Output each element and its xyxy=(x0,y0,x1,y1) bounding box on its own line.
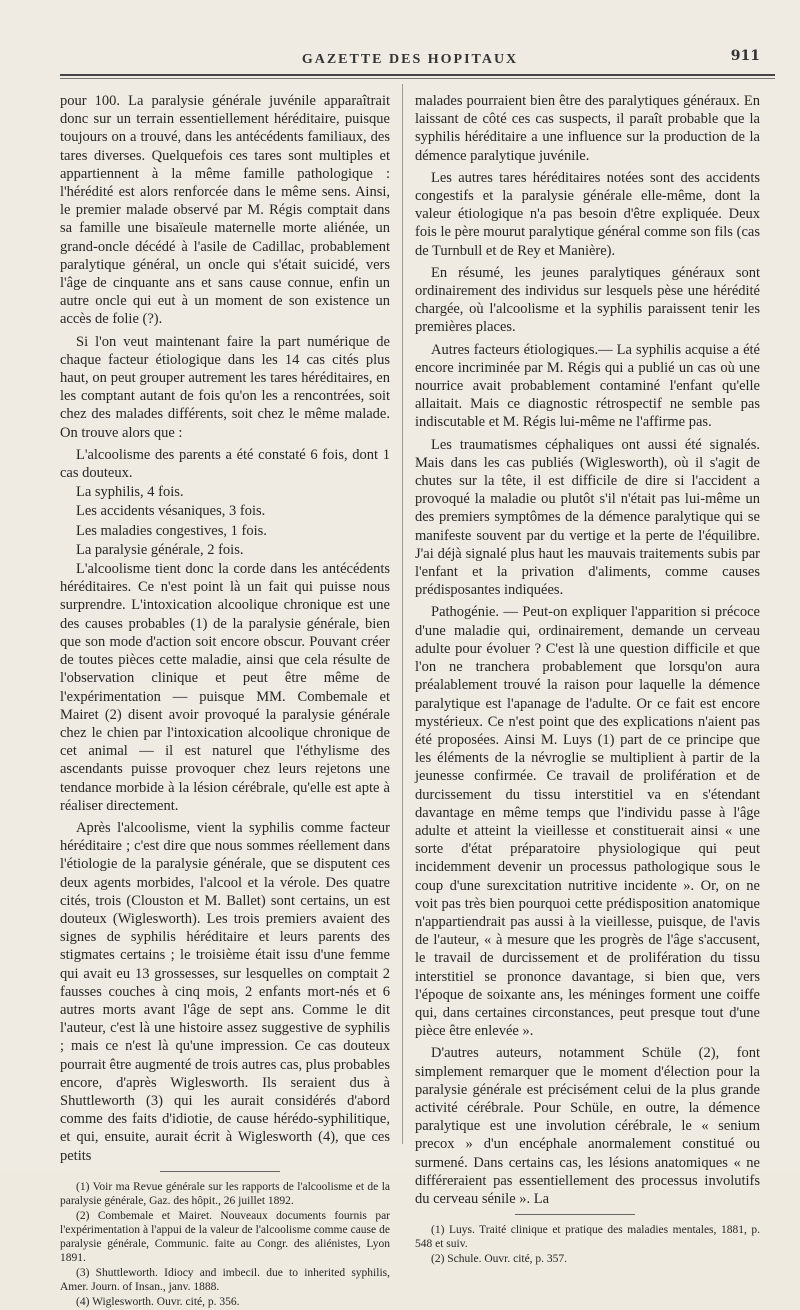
paragraph: Si l'on veut maintenant faire la part numérique de chaque facteur étiologique dans les 14 cas cités plus haut, on peut grouper autrement les tares héréditaires, en les comptant autant de fois qu'on les a rencontrées, soit chez des malades différents, soit chez le même malade. On trouve alors que : xyxy=(60,333,390,441)
paragraph: Les traumatismes céphaliques ont aussi été signalés. Mais dans les cas publiés (Wiglesworth), où il s'agit de chutes sur la tête, il est difficile de dire si l'accident a provoqué la maladie ou plutôt s'il n'était pas lui-même un des premiers symptômes de la démence paralytique qui se manifeste souvent par du vertige et la perte de l'équilibre. J'ai déjà signalé plus haut les mauvais traitements subis par l'enfant et la privation d'aliments, comme causes prédisposantes indiquées. xyxy=(415,436,760,599)
page-header xyxy=(60,48,760,70)
list-item: Les accidents vésaniques, 3 fois. xyxy=(76,503,266,520)
header-rule xyxy=(60,74,775,76)
left-column xyxy=(60,92,390,1310)
list-item: Les maladies congestives, 1 fois. xyxy=(76,522,267,539)
list-item: La paralysie générale, 2 fois. xyxy=(76,541,244,558)
paragraph: Pathogénie. — Peut-on expliquer l'apparition si précoce d'une maladie qui, ordinairement, demande un cerveau adulte pour évoluer ? C'est là une question difficile et que l'on ne tranchera probablement que lorsqu'on aura préalablement trouvé la raison pour laquelle la démence paralytique est l'apanage de l'adulte. Or ce fait est encore mystérieux. Ce n'est point que des explications n'aient pas été proposées. Ainsi M. Luys (1) part de ce principe que les éléments de la névroglie se multiplient à partir de la jeunesse confirmée. Ce travail de prolifération et de durcissement du tissu interstitiel va en s'étendant davantage en même temps que l'individu passe à l'âge adulte et atteint la vieillesse et constituerait ainsi « une sorte d'état préparatoire physiologique qui peut incidemment devenir un processus pathologique sous le coup d'une surexcitation nutritive incidente ». Or, on ne voit pas très bien pourquoi cette prédisposition anatomique n'appartiendrait pas aussi à la vieillesse, puisque, de l'avis de l'auteur, « à mesure que les progrès de l'âge s'accusent, le travail de durcissement et de prolifération du tissu interstitiel se prononce davantage, si bien que, vers l'époque de soixante ans, les méninges forment une coiffe qui, dans certaines circonstances, peut presque tout d'une pièce être enlevée ». xyxy=(415,604,760,1040)
paragraph: pour 100. La paralysie générale juvénile apparaîtrait donc sur un terrain essentiellement héréditaire, puisque toujours on a trouvé, dans les antécédents familiaux, des tares diverses. Quelquefois ces tares sont multiples et appartiennent à la même famille pathologique : l'hérédité est alors renforcée dans le même sens. Ainsi, le premier malade observé par M. Régis comptait dans sa famille une bisaïeule maternelle morte aliénée, un grand-oncle décédé à l'asile de Cadillac, probablement paralytique général, un oncle qui s'était suicidé, vers l'âge de cinquante ans et sans cause connue, enfin un autre oncle qui eut à un moment de son existence un accès de folie (?). xyxy=(60,93,390,328)
paragraph: L'alcoolisme tient donc la corde dans les antécédents héréditaires. Ce n'est point là un fait qui puisse nous surprendre. L'intoxication alcoolique chronique est une des causes probables (1) de la paralysie générale, bien que son mode d'action soit encore obscur. Pouvant créer de toutes pièces cette maladie, ainsi que cela résulte de l'observation clinique et peut être même de l'expérimentation — puisque MM. Combemale et Mairet (2) disent avoir provoqué la paralysie générale chez le chien par l'intoxication alcoolique chronique de cet animal — il est naturel que l'éthylisme des ascendants puisse provoquer chez leurs rejetons une tendance morbide à la lésion cérébrale, qu'elle est apte à réaliser directement. xyxy=(60,561,390,814)
list-item: La syphilis, 4 fois. xyxy=(76,484,184,501)
list-item: L'alcoolisme des parents a été constaté 6 fois, dont 1 cas douteux. xyxy=(60,446,390,482)
footnote: (2) Schule. Ouvr. cité, p. 357. xyxy=(431,1253,568,1266)
header-rule-thin xyxy=(60,78,775,79)
paragraph: Les autres tares héréditaires notées sont des accidents congestifs et la paralysie générale elle-même, dont la valeur étiologique n'a pas besoin d'être expliquée. Deux fois le père mourut paralytique général comme son fils (cas de Turnbull et de Rey et Manière). xyxy=(415,169,760,259)
paragraph: Autres facteurs étiologiques.— La syphilis acquise a été encore incriminée par M. Régis qui a publié un cas où une nourrice avait probablement contaminé l'enfant qu'elle allaitait. Mais ce diagnostic rétrospectif ne semble pas indiscutable et M. Régis lui-même ne l'affirme pas. xyxy=(415,341,760,431)
paragraph: En résumé, les jeunes paralytiques généraux sont ordinairement des individus sur lesquels pèse une hérédité chargée, où l'alcoolisme et la syphilis paraissent tenir les premières places. xyxy=(415,264,760,336)
footnote: (3) Shuttleworth. Idiocy and imbecil. due to inherited syphilis, Amer. Journ. of Insan., janv. 1888. xyxy=(60,1266,390,1293)
footnote-separator xyxy=(160,1171,280,1172)
footnote-separator xyxy=(515,1214,635,1215)
paragraph: D'autres auteurs, notamment Schüle (2), font simplement remarquer que le moment d'élection pour la paralysie générale est précisément celui de la plus grande activité cérébrale. Pour Schüle, en outre, la démence paralytique est une involution cérébrale, le « senium precox » d'un encéphale anormalement constitué ou surmené. Dans certains cas, les lésions anatomiques « ne différeraient pas essentiellement des processus involutifs du cerveau sénile ». La xyxy=(415,1045,760,1207)
journal-title: GAZETTE DES HOPITAUX xyxy=(301,52,519,67)
etiology-list xyxy=(60,446,390,559)
footnote: (1) Luys. Traité clinique et pratique des maladies mentales, 1881, p. 548 et suiv. xyxy=(415,1224,760,1251)
footnote: (2) Combemale et Mairet. Nouveaux documents fournis par l'expérimentation à l'appui de la valeur de l'alcoolisme comme cause de paralysie générale, Communic. faite au Congr. des aliénistes, Lyon 1891. xyxy=(60,1209,390,1264)
footnote: (4) Wiglesworth. Ouvr. cité, p. 356. xyxy=(76,1295,240,1308)
paragraph: malades pourraient bien être des paralytiques généraux. En laissant de côté ces cas suspects, il paraît probable que la syphilis héréditaire a une influence sur la production de la démence paralytique juvénile. xyxy=(415,93,760,164)
footnote: (1) Voir ma Revue générale sur les rapports de l'alcoolisme et de la paralysie générale, Gaz. des hôpit., 26 juillet 1892. xyxy=(60,1180,390,1207)
paragraph: Après l'alcoolisme, vient la syphilis comme facteur héréditaire ; c'est dire que nous sommes réellement dans l'étiologie de la paralysie générale, que se disputent ces deux agents morbides, l'alcool et la vérole. Des quatre cités, trois (Clouston et M. Ballet) sont certains, un est douteux (Wiglesworth). Les trois premiers avaient des signes de syphilis héréditaire et leurs parents des stigmates certains ; le troisième était issu d'une femme qui avait eu 13 grossesses, sur lesquelles on comptait 2 fausses couches à cinq mois, 2 enfants mort-nés et 6 autres morts avant l'âge de sept ans. Comme le dit l'auteur, c'est là une histoire assez suggestive de syphilis ; mais ce n'est là qu'une impression. Ce cas douteux pourrait être augmenté de trois autres cas, plus probables encore, d'après Wiglesworth. Ils seraient dus à Shuttleworth (3) qui les aurait considérés d'abord comme des faits d'idiotie, de cause hérédo-syphilitique, et qui, ensuite, aurait écrit à Wiglesworth (4), que ces petits xyxy=(60,819,390,1164)
footnotes xyxy=(415,1223,760,1266)
right-column xyxy=(415,92,760,1267)
column-divider xyxy=(402,84,403,1144)
footnotes xyxy=(60,1180,390,1309)
page-number: 911 xyxy=(730,48,760,64)
